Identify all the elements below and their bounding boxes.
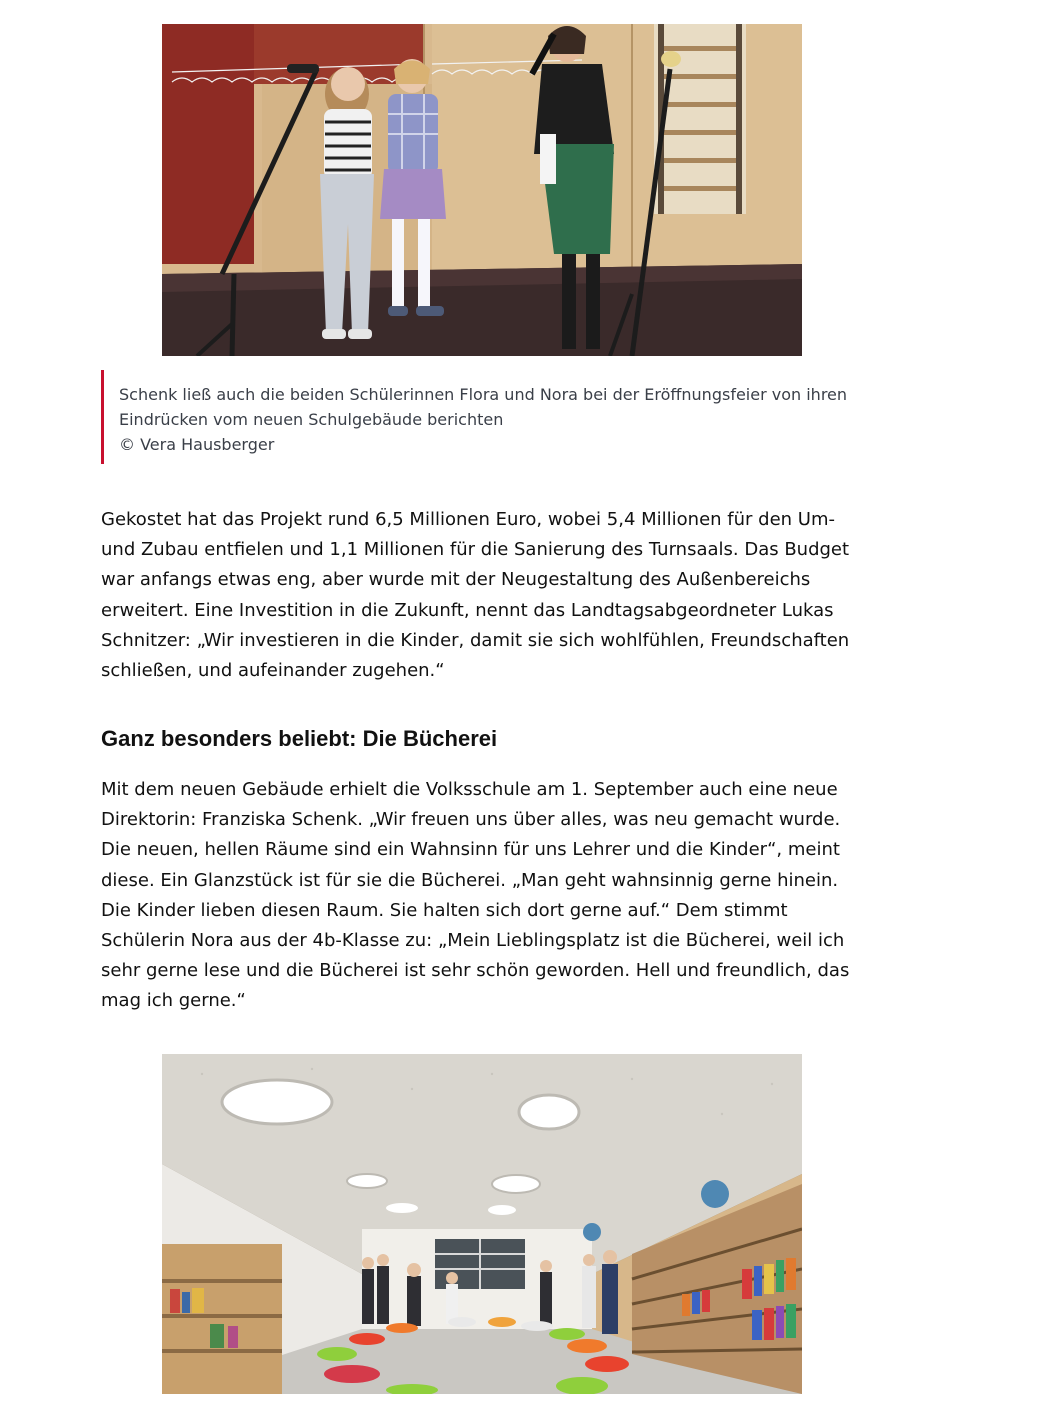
caption-credit: © Vera Hausberger (119, 435, 275, 454)
section-heading: Ganz besonders beliebt: Die Bücherei (101, 726, 498, 751)
image-caption (101, 370, 861, 464)
stage-photo (162, 24, 802, 356)
library-photo-illustration (162, 1054, 802, 1394)
stage-photo-illustration (162, 24, 802, 356)
caption-text: Schenk ließ auch die beiden Schülerinnen Flora und Nora bei der Eröffnungsfeier von ihren Eindrücken vom neuen Schulgebäude berichten (119, 385, 848, 429)
paragraph-cost: Gekostet hat das Projekt rund 6,5 Millionen Euro, wobei 5,4 Millionen für den Um- und Zubau entfielen und 1,1 Millionen für die Sanierung des Turnsaals. Das Budget war anfangs etwas eng, aber wurde mit der Neugestaltung des Außenbereichs erweitert. Eine Investition in die Zukunft, nennt das Landtagsabgeordneter Lukas Schnitzer: „Wir investieren in die Kinder, damit sie sich wohlfühlen, Freundschaften schließen, und aufeinander zugehen.“ (101, 509, 850, 682)
library-photo (162, 1054, 802, 1394)
paragraph-library: Mit dem neuen Gebäude erhielt die Volksschule am 1. September auch eine neue Direktorin: Franziska Schenk. „Wir freuen uns über alles, was neu gemacht wurde. Die neuen, hellen Räume sind ein Wahnsinn für uns Lehrer und die Kinder“, meint diese. Ein Glanzstück ist für sie die Bücherei. „Man geht wahnsinnig gerne hinein. Die Kinder lieben diesen Raum. Sie halten sich dort gerne auf.“ Dem stimmt Schülerin Nora aus der 4b-Klasse zu: „Mein Lieblingsplatz ist die Bücherei, weil ich sehr gerne lese und die Bücherei ist sehr schön geworden. Hell und freundlich, das mag ich gerne.“ (101, 779, 850, 1012)
